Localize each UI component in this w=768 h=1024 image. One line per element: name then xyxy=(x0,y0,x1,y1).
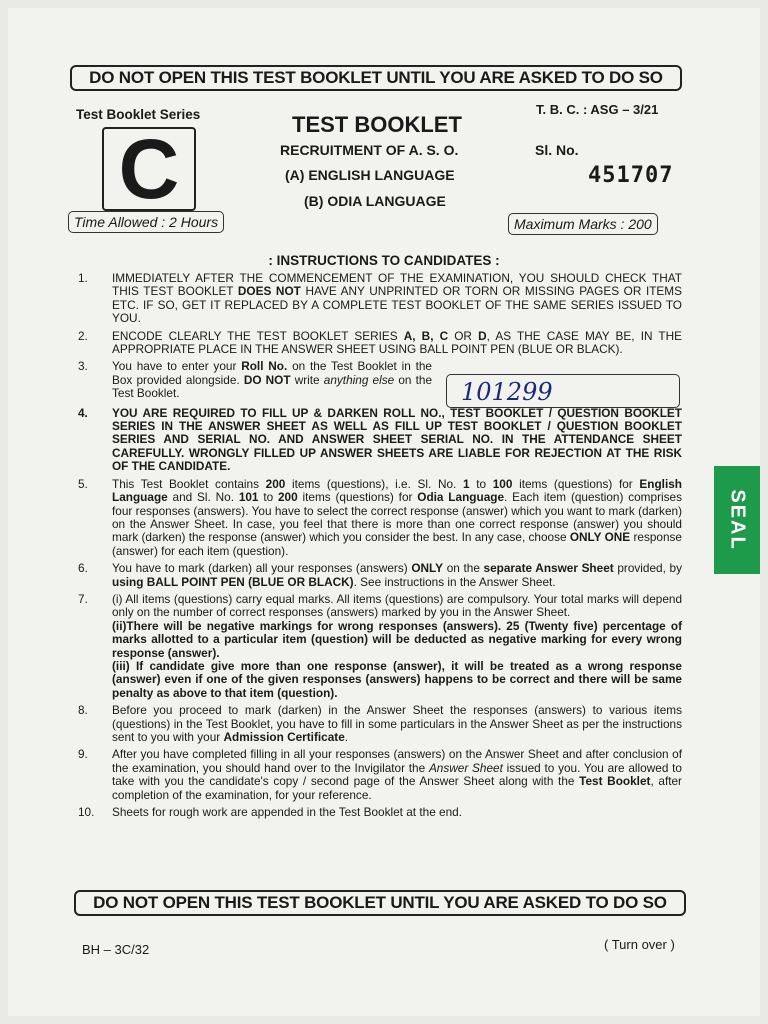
item-bold: 1 xyxy=(463,476,470,491)
instruction-item xyxy=(74,704,682,744)
item-bold: ONLY ONE xyxy=(569,530,631,545)
page-title: TEST BOOKLET xyxy=(292,112,462,137)
item-bold: D xyxy=(478,328,487,343)
instructions-list xyxy=(74,272,682,823)
item-text: response (answer) for each item (question). xyxy=(112,530,682,558)
turn-over-note: ( Turn over ) xyxy=(604,937,675,952)
item-text: on the xyxy=(443,561,484,576)
instruction-item xyxy=(74,407,682,474)
item-bold: (iii) If candidate give more than one response (answer), it will be treated as a wrong response (answer) even if one of the given responses (answers) happens to be correct and there will be same penalty as above to that item (question). xyxy=(112,658,682,700)
bottom-warning-banner: DO NOT OPEN THIS TEST BOOKLET UNTIL YOU ARE ASKED TO DO SO xyxy=(74,890,686,916)
instruction-item xyxy=(74,478,682,558)
item-italic: anything else xyxy=(323,372,395,387)
item-text: items (questions) for xyxy=(297,490,418,505)
instruction-item xyxy=(74,806,682,819)
item-bold: using BALL POINT PEN (BLUE OR BLACK) xyxy=(112,574,354,589)
item-text: to xyxy=(258,490,278,505)
item-bold: ONLY xyxy=(411,561,444,576)
seal-label: SEAL xyxy=(726,489,749,551)
booklet-page xyxy=(8,8,760,1016)
item-text: . xyxy=(344,730,349,744)
item-bold: A, B, C xyxy=(403,328,449,343)
item-number: 7. xyxy=(78,591,88,606)
seal-tab xyxy=(714,466,760,574)
roll-number-box[interactable] xyxy=(446,374,680,408)
item-text: IMMEDIATELY AFTER THE COMMENCEMENT OF THE EXAMINATION, YOU SHOULD CHECK THAT THIS TEST BOOKLET xyxy=(112,271,682,299)
item-text: HAVE ANY UNPRINTED OR TORN OR MISSING PAGES OR ITEMS ETC. IF SO, GET IT REPLACED BY A COMPLETE TEST BOOKLET OF THE SAME SERIES ISSUED TO YOU. xyxy=(112,284,682,326)
series-label: Test Booklet Series xyxy=(76,107,201,122)
top-warning-banner: DO NOT OPEN THIS TEST BOOKLET UNTIL YOU ARE ASKED TO DO SO xyxy=(70,65,682,91)
item-text: , AS THE CASE MAY BE, IN THE APPROPRIATE PLACE IN THE ANSWER SHEET USING BALL POINT PEN (BLUE OR BLACK). xyxy=(112,328,682,357)
item-text: OR xyxy=(448,328,479,343)
item-number: 1. xyxy=(78,271,88,285)
item-text: , after completion of the examination, for your reference. xyxy=(112,774,682,802)
instructions-heading: : INSTRUCTIONS TO CANDIDATES : xyxy=(268,253,500,268)
item-number: 4. xyxy=(78,405,88,420)
serial-label: Sl. No. xyxy=(535,142,579,158)
item-text: Before you proceed to mark (darken) in the Answer Sheet the responses (answers) to various items (questions) in the Test Booklet, you have to fill in some particulars in the Answer Sheet as per the instructions sent to you with your xyxy=(112,703,682,744)
item-text: issued to you. You are allowed to take with you the candidate's copy / second page of the Answer Sheet along with the xyxy=(112,760,682,789)
item-number: 5. xyxy=(78,476,88,491)
item-bold: 100 xyxy=(492,476,513,491)
item-text: provided, by xyxy=(613,561,683,576)
item-bold: Admission Certificate xyxy=(223,730,345,744)
tbc-code: T. B. C. : ASG – 3/21 xyxy=(536,102,659,117)
item-bold: 200 xyxy=(277,490,298,505)
maximum-marks: Maximum Marks : 200 xyxy=(508,213,658,235)
item-text: ENCODE CLEARLY THE TEST BOOKLET SERIES xyxy=(112,328,404,343)
item-text: . Each item (question) comprises four responses (answers). You have to select the correct response (answer) which you want to mark (darken) on the Answer Sheet. In case, you feel that there is more than one correct response (answer) you should mark (darken) the response (answer) which you consider the best. In any case, choose xyxy=(112,490,682,545)
instruction-item xyxy=(74,562,682,589)
item-bold: separate Answer Sheet xyxy=(483,561,614,576)
serial-number: 451707 xyxy=(588,163,674,188)
item-text: on the Test Booklet. xyxy=(112,372,433,401)
item-text: and Sl. No. xyxy=(167,490,239,505)
item-number: 10. xyxy=(78,805,95,820)
item-text: to xyxy=(469,476,493,491)
time-allowed: Time Allowed : 2 Hours xyxy=(68,211,224,233)
item-text: Sheets for rough work are appended in the Test Booklet at the end. xyxy=(112,805,462,820)
item-bold: 200 xyxy=(265,476,286,491)
item-bold: DOES NOT xyxy=(237,284,301,299)
instruction-item xyxy=(74,593,682,700)
recruitment-line: RECRUITMENT OF A. S. O. xyxy=(280,142,459,158)
instruction-item xyxy=(74,272,682,326)
item-bold: Test Booklet xyxy=(579,774,651,789)
item-bold: (ii)There will be negative markings for wrong responses (answers). 25 (Twenty five) percentage of marks allotted to a particular item (question) will be deducted as negative marking for every wrong response (answer). xyxy=(112,618,682,660)
item-bold: Roll No. xyxy=(241,359,288,374)
item-number: 9. xyxy=(78,747,88,762)
item-number: 3. xyxy=(78,359,88,374)
item-number: 6. xyxy=(78,561,88,576)
item-number: 2. xyxy=(78,328,88,343)
paper-a-line: (A) ENGLISH LANGUAGE xyxy=(285,167,455,183)
roll-number-value: 101299 xyxy=(461,378,553,406)
instruction-item xyxy=(74,748,682,802)
item-bold: English Language xyxy=(112,476,682,505)
item-bold: 101 xyxy=(238,490,259,505)
item-text: (i) All items (questions) carry equal marks. All items (questions) are compulsory. Your total marks will depend only on the number of correct responses (answers) marked by you in the Answer Sheet. xyxy=(112,591,682,620)
item-text: After you have completed filling in all your responses (answers) on the Answer Sheet and after conclusion of the examination, you should hand over to the Invigilator the xyxy=(112,747,682,775)
item-text: on the Test Booklet in the Box provided alongside. xyxy=(112,359,432,387)
item-text: You have to enter your xyxy=(112,359,242,374)
item-number: 8. xyxy=(78,703,88,718)
item-text: This Test Booklet contains xyxy=(112,476,266,491)
item-text: items (questions), i.e. Sl. No. xyxy=(285,476,463,491)
item-text: write xyxy=(290,372,324,387)
item-bold: Odia Language xyxy=(417,490,505,505)
booklet-code: BH – 3C/32 xyxy=(82,942,150,957)
item-text: . See instructions in the Answer Sheet. xyxy=(353,574,556,589)
paper-b-line: (B) ODIA LANGUAGE xyxy=(304,193,446,209)
item-bold: YOU ARE REQUIRED TO FILL UP & DARKEN ROLL NO., TEST BOOKLET / QUESTION BOOKLET SERIES IN THE ANSWER SHEET AS WELL AS FILL UP TEST BOOKLET / QUESTION BOOKLET SERIES AND SERIAL NO. AND ANSWER SHEET SERIAL NO. IN THE ATTENDANCE SHEET CAREFULLY. WRONGLY FILLED UP ANSWER SHEETS ARE LIABLE FOR REJECTION AT THE RISK OF THE CANDIDATE. xyxy=(112,405,682,474)
item-text: items (questions) for xyxy=(512,476,640,491)
instruction-item xyxy=(74,330,682,357)
item-bold: DO NOT xyxy=(243,372,291,387)
item-italic: Answer Sheet xyxy=(428,760,503,775)
series-letter-box: C xyxy=(102,127,196,211)
item-text: You have to mark (darken) all your responses (answers) xyxy=(112,561,412,576)
